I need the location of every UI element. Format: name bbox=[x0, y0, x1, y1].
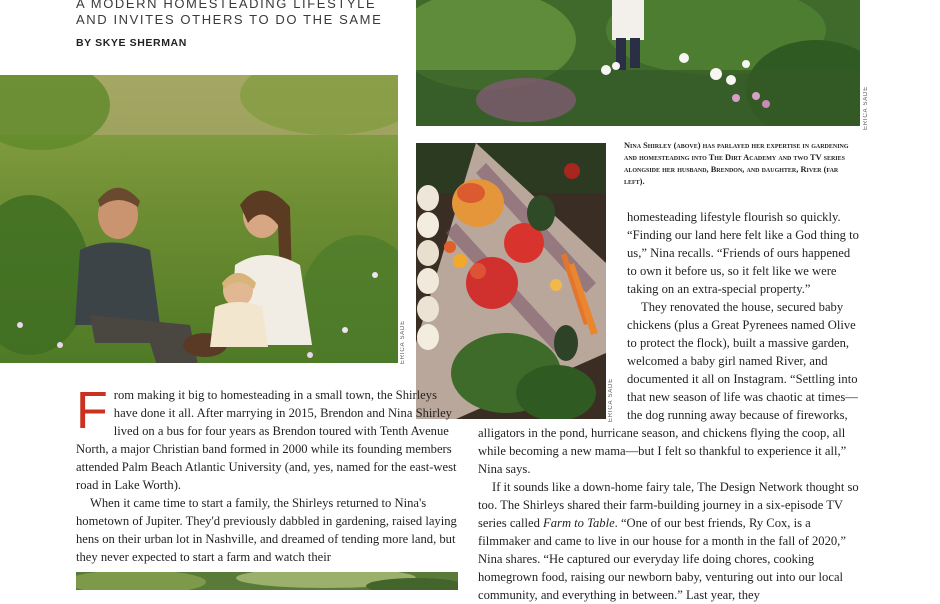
drop-cap: F bbox=[76, 382, 108, 440]
bottom-photo-illustration bbox=[76, 572, 458, 590]
family-photo bbox=[0, 75, 398, 363]
article-paragraph: homesteading lifestyle flourish so quickly. “Finding our land here felt like a God thing to us,” Nina recalls. “Friends of ours happened to own it before us, so it felt like we were taking on an extra-special property.” bbox=[627, 210, 859, 296]
paragraph-text: If it sounds like a down-home fairy tale, The Design Network thought so too. The Shirleys shared their farm-building journey in a six-episode TV series called bbox=[478, 480, 859, 530]
article-left-column bbox=[76, 382, 462, 566]
paragraph-text: . “One of our best friends, Ry Cox, is a filmmaker and came to live in our house for a month in the fall of 2020,” Nina shares. “He captured our everyday life doing chores, cooking homegrown food, raising our newborn baby, venturing out into our local community, and everything in between.” Last year, they bbox=[478, 516, 846, 602]
family-photo-credit: ERICA SADE bbox=[400, 320, 406, 365]
family-photo-illustration bbox=[0, 75, 398, 363]
garden-photo-credit: ERICA SADE bbox=[863, 86, 869, 131]
byline: BY SKYE SHERMAN bbox=[76, 37, 187, 49]
photo-caption: Nina Shirley (above) has parlayed her expertise in gardening and homesteading into The Dirt Academy and two TV series alongside her husband, Brendon, and daughter, River (far left). bbox=[624, 141, 849, 186]
produce-photo-credit: ERICA SADE bbox=[608, 378, 614, 423]
wrap-spacer bbox=[478, 298, 627, 424]
article-right-column-narrow bbox=[627, 208, 863, 298]
article-paragraph bbox=[76, 382, 462, 494]
bottom-photo bbox=[76, 572, 458, 590]
garden-photo-illustration bbox=[416, 0, 860, 126]
paragraph-text: rom making it big to homesteading in a small town, the Shirleys have done it all. After marrying in 2015, Brendon and Nina Shirley lived on a bus for four years as Brendon toured with Tenth Avenue North, a major Christian band formed in 2000 while its founding members attended Palm Beach Atlantic University (and, yes, named for the east-west road in Lake Worth). bbox=[76, 388, 457, 492]
garden-photo bbox=[416, 0, 860, 126]
article-right-column-wrap bbox=[478, 298, 862, 604]
show-title: Farm to Table bbox=[543, 516, 615, 530]
article-paragraph bbox=[478, 478, 862, 604]
article-paragraph: When it came time to start a family, the Shirleys returned to Nina's hometown of Jupiter. They'd previously dabbled in gardening, raised laying hens on their urban lot in Nashville, and dreamed of tending more land, but they never expected to start a farm and watch their bbox=[76, 496, 457, 564]
article-deck: A MODERN HOMESTEADING LIFESTYLE AND INVITES OTHERS TO DO THE SAME bbox=[76, 0, 383, 27]
article-paragraph: They renovated the house, secured baby chickens (plus a Great Pyrenees named Olive to protect the flock), built a massive garden, welcomed a baby girl named River, and documented it all on Instagram. “Settling into that new season of life was chaotic at times—the dog running away because of fireworks, alligators in the pond, hurricane season, and chickens flying the coop, all while becoming a new mama—but I felt so thankful to experience it all,” Nina says. bbox=[478, 300, 858, 476]
